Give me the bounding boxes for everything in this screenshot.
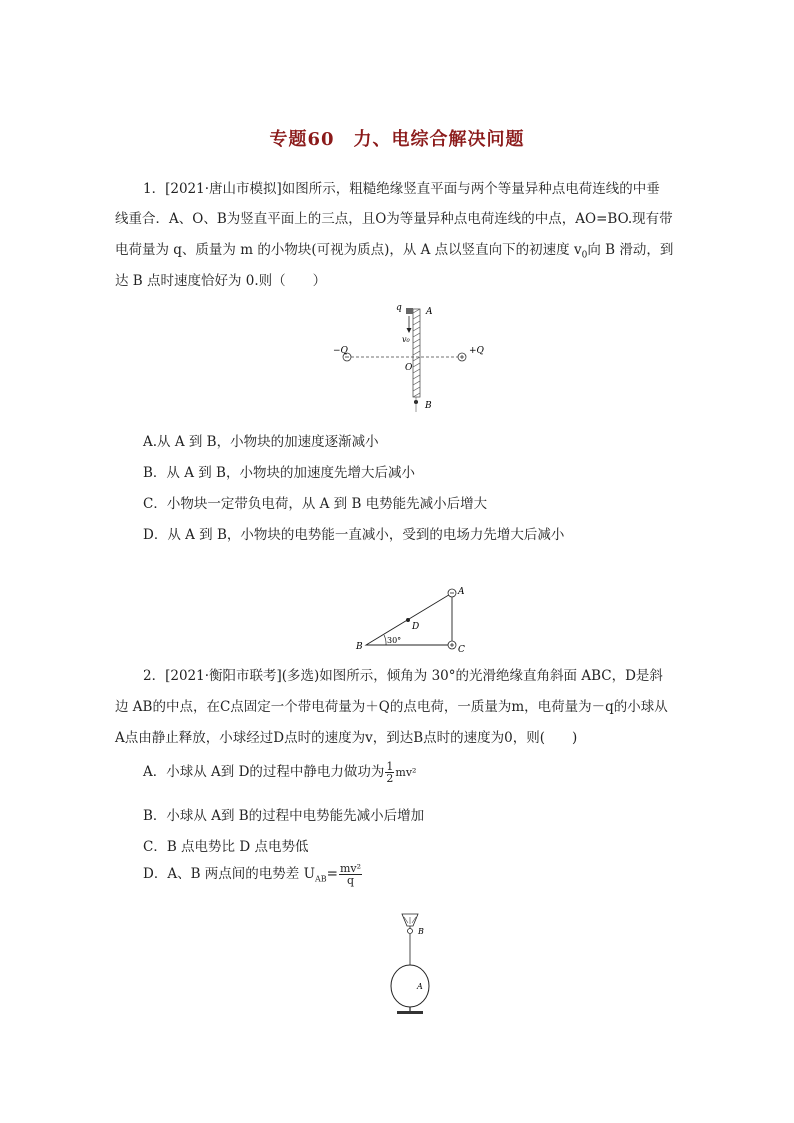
- fraction-den: q: [346, 874, 354, 887]
- label-a: A: [417, 982, 423, 991]
- label-angle: 30°: [387, 636, 402, 645]
- figure-1-charges-wall: [330, 298, 500, 418]
- q2-option-b: B．小球从 A到 B的过程中电势能先减小后增加: [143, 808, 425, 824]
- q2-option-d-eq: =: [326, 866, 338, 882]
- q1-option-d: D．从 A 到 B，小物块的电势能一直减小，受到的电场力先增大后减小: [143, 527, 565, 543]
- fraction-den: 2: [386, 772, 394, 785]
- q1-line-3b: 向 B 滑动，到: [587, 242, 674, 258]
- q2-option-a: [143, 760, 416, 784]
- q2-option-d: [143, 862, 363, 886]
- label-a: A: [426, 307, 433, 317]
- q2-option-d-text: D．A、B 两点间的电势差 U: [143, 866, 315, 882]
- q2-option-d-sub: AB: [314, 874, 327, 884]
- q2-option-a-mv2: mv²: [395, 766, 417, 779]
- ball-b: [408, 929, 413, 934]
- fraction-num: 1: [386, 760, 394, 773]
- q1-line-2: 线重合．A、O、B为竖直平面上的三点，且O为等量异种点电荷连线的中点，AO=BO.现有带: [115, 211, 673, 227]
- q1-line-1: 1．[2021·唐山市模拟]如图所示，粗糙绝缘竖直平面与两个等量异种点电荷连线的中垂: [143, 181, 660, 197]
- fraction-half: [385, 761, 394, 784]
- q2-line-1: 2．[2021·衡阳市联考](多选)如图所示，倾角为 30°的光滑绝缘直角斜面 ABC，D是斜: [143, 668, 663, 684]
- block: [406, 308, 413, 314]
- fraction-mv2-q: [339, 863, 362, 886]
- label-d: D: [412, 622, 420, 632]
- sphere-a: [391, 965, 429, 1007]
- q1-option-c: C．小物块一定带负电荷，从 A 到 B 电势能先减小后增大: [143, 496, 488, 512]
- label-v0: v₀: [402, 335, 410, 344]
- stand-base: [397, 1011, 423, 1014]
- label-c: C: [458, 645, 465, 654]
- label-o: O: [405, 363, 413, 373]
- label-b: B: [418, 927, 424, 936]
- label-b: B: [425, 401, 432, 411]
- figure-3-electroscope: [380, 908, 440, 1018]
- page-title: 专题60 力、电综合解决问题: [269, 129, 525, 150]
- q2-option-c: C．B 点电势比 D 点电势低: [143, 839, 309, 855]
- q1-option-b: B．从 A 到 B，小物块的加速度先增大后减小: [143, 465, 415, 481]
- label-b: B: [356, 642, 363, 652]
- q1-line-4: 达 B 点时速度恰好为 0.则（ ）: [115, 273, 327, 289]
- q1-line-3-sub: 0: [581, 250, 588, 261]
- q1-option-a: A.从 A 到 B，小物块的加速度逐渐减小: [143, 434, 379, 450]
- label-plus-q: +Q: [469, 346, 484, 356]
- label-a: A: [458, 587, 465, 597]
- q1-line-3a: 电荷量为 q、质量为 m 的小物块(可视为质点)，从 A 点以竖直向下的初速度 v: [115, 242, 582, 258]
- q2-line-2: 边 AB的中点，在C点固定一个带电荷量为＋Q的点电荷，一质量为m，电荷量为－q的小球从: [115, 699, 668, 715]
- label-minus-q: −Q: [333, 346, 348, 356]
- label-q: q: [396, 303, 402, 313]
- q2-line-3: A点由静止释放，小球经过D点时的速度为v，到达B点时的速度为0，则( ): [115, 730, 578, 746]
- fraction-num: mv²: [339, 862, 361, 875]
- q1-line-3: [115, 241, 673, 266]
- q2-option-a-text: A．小球从 A到 D的过程中静电力做功为: [143, 764, 385, 780]
- point-d: [406, 618, 410, 622]
- figure-2-incline: [350, 582, 475, 654]
